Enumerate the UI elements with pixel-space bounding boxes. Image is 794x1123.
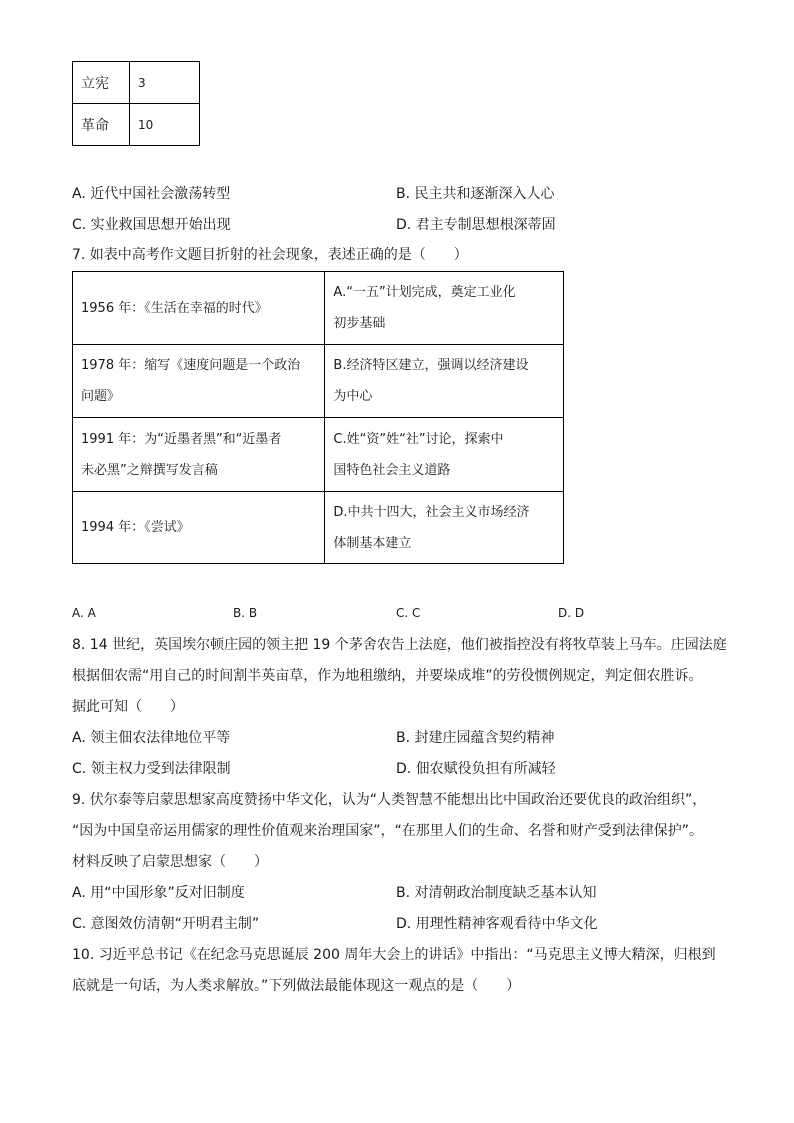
q7-option-a: A. A: [72, 606, 96, 620]
q9-option-d: D. 用理性精神客观看待中华文化: [396, 916, 598, 932]
q8-option-b: B. 封建庄园蕴含契约精神: [396, 730, 555, 746]
table-cell: [73, 345, 325, 418]
cell-line: 1978 年：缩写《速度问题是一个政治: [81, 358, 301, 373]
table-row: [73, 345, 564, 418]
q10-line-1: 10. 习近平总书记《在纪念马克思诞辰 200 周年大会上的讲话》中指出：“马克思主义博大精深，归根到: [72, 947, 716, 963]
cell-line: A.“一五”计划完成，奠定工业化: [333, 285, 516, 300]
cell-line: 体制基本建立: [333, 535, 412, 551]
cell-line: D.中共十四大，社会主义市场经济: [333, 504, 530, 520]
table-row: [73, 492, 564, 564]
q7-option-c: C. C: [396, 606, 421, 620]
table-row: [73, 62, 200, 104]
top-table: [72, 61, 200, 146]
table-cell: 革命: [73, 104, 130, 146]
q6-option-b: B. 民主共和逐渐深入人心: [396, 186, 555, 202]
cell-line: B.经济特区建立，强调以经济建设: [333, 358, 529, 373]
cell-line: 为中心: [333, 389, 373, 404]
table-cell: [73, 272, 325, 345]
q9-option-c: C. 意图效仿清朝“开明君主制”: [72, 916, 260, 932]
q8-option-a: A. 领主佃农法律地位平等: [72, 730, 231, 746]
cell-line: 未必黑”之辩撰写发言稿: [81, 462, 218, 478]
q7-table: [72, 271, 564, 564]
table-cell: [325, 492, 564, 564]
cell-line: 问题》: [81, 389, 121, 404]
table-cell: [73, 492, 325, 564]
cell-line: 1991 年：为“近墨者黑”和“近墨者: [81, 431, 282, 447]
q8-line-3: 据此可知（ ）: [72, 699, 184, 715]
cell-line: C.姓“资”姓“社”讨论，探索中: [333, 431, 504, 447]
table-cell: 10: [130, 104, 200, 146]
table-cell: [325, 272, 564, 345]
q8-option-c: C. 领主权力受到法律限制: [72, 761, 231, 777]
table-cell: 立宪: [73, 62, 130, 104]
q8-line-2: 根据佃农需“用自己的时间割半英亩草，作为地租缴纳，并要垛成堆”的劳役惯例规定，判定佃农胜诉。: [72, 668, 703, 684]
table-cell: [73, 418, 325, 492]
q6-option-d: D. 君主专制思想根深蒂固: [396, 217, 556, 233]
table-cell: 3: [130, 62, 200, 104]
cell-line: 1956 年：《生活在幸福的时代》: [81, 300, 268, 316]
q9-line-3: 材料反映了启蒙思想家（ ）: [72, 854, 268, 870]
q6-option-a: A. 近代中国社会激荡转型: [72, 186, 231, 202]
cell-line: 国特色社会主义道路: [333, 462, 451, 478]
q9-line-2: “因为中国皇帝运用儒家的理性价值观来治理国家”，“在那里人们的生命、名誉和财产受到法律保护”。: [72, 823, 704, 839]
q6-option-c: C. 实业救国思想开始出现: [72, 217, 231, 233]
table-cell: [325, 345, 564, 418]
cell-line: 1994 年：《尝试》: [81, 520, 190, 535]
q9-option-a: A. 用“中国形象”反对旧制度: [72, 885, 245, 901]
table-row: [73, 418, 564, 492]
q9-option-b: B. 对清朝政治制度缺乏基本认知: [396, 885, 597, 901]
q8-line-1: 8. 14 世纪，英国埃尔顿庄园的领主把 19 个茅舍农告上法庭，他们被指控没有将牧草装上马车。庄园法庭: [72, 637, 727, 653]
table-row: [73, 104, 200, 146]
q8-option-d: D. 佃农赋役负担有所减轻: [396, 761, 556, 777]
q7-option-b: B. B: [233, 606, 258, 620]
table-cell: [325, 418, 564, 492]
cell-line: 初步基础: [333, 316, 386, 331]
q9-line-1: 9. 伏尔泰等启蒙思想家高度赞扬中华文化，认为“人类智慧不能想出比中国政治还要优良的政治组织”，: [72, 792, 707, 808]
table-row: [73, 272, 564, 345]
q7-stem: 7. 如表中高考作文题目折射的社会现象，表述正确的是（ ）: [72, 247, 468, 263]
q10-line-2: 底就是一句话，为人类求解放。”下列做法最能体现这一观点的是（ ）: [72, 978, 521, 994]
q7-option-d: D. D: [558, 606, 585, 620]
